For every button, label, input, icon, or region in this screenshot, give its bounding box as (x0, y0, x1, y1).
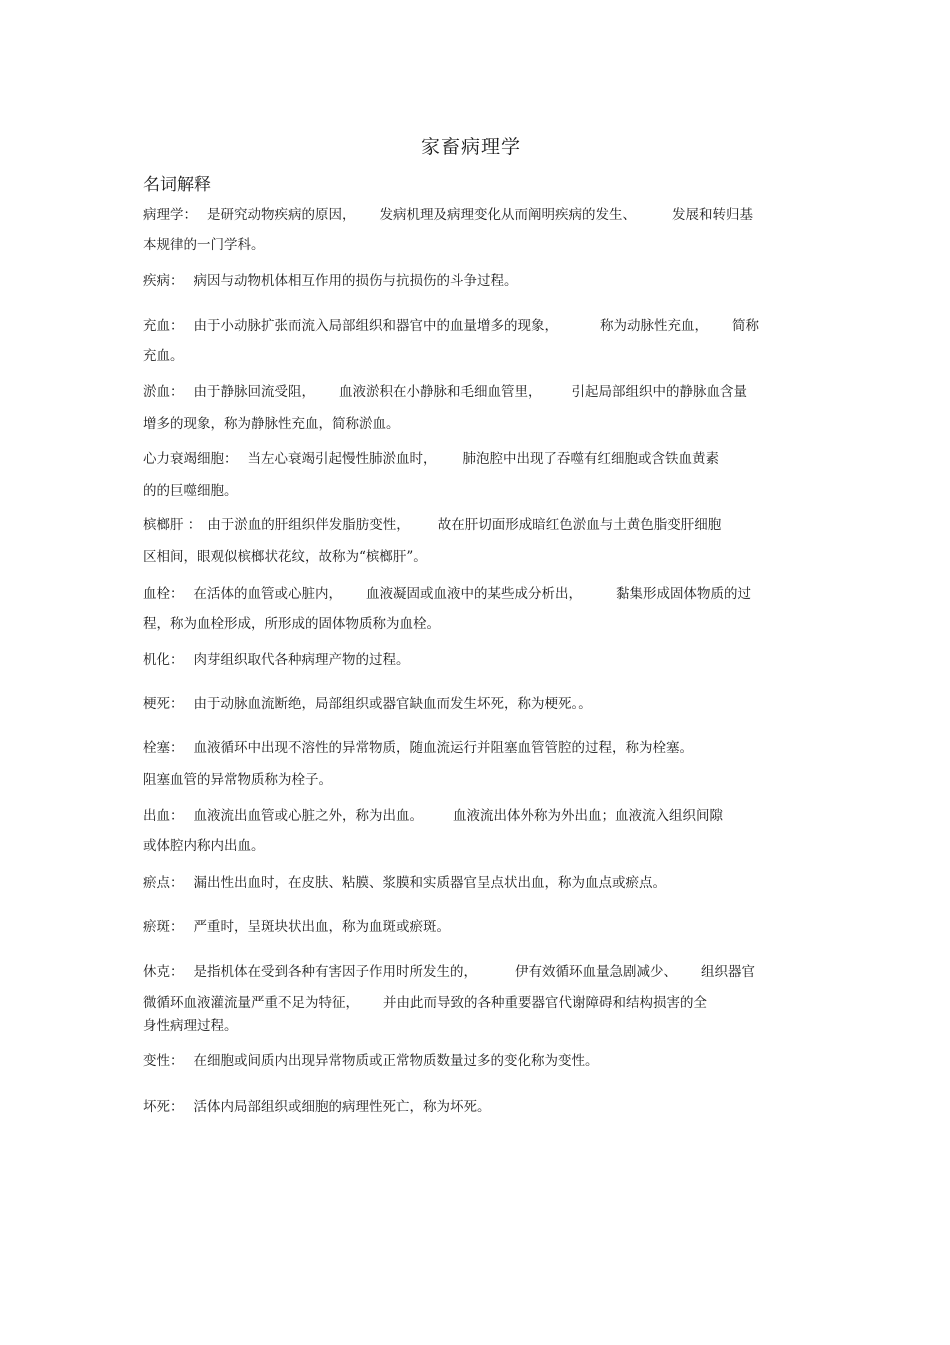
term-label: 休克： (143, 964, 184, 980)
term-hemorrhage-line-2: 或体腔内称内出血。 (143, 838, 265, 854)
document-title: 家畜病理学 (420, 136, 521, 158)
term-necrosis-line-1: 坏死： 活体内局部组织或细胞的病理性死亡，称为坏死。 (143, 1099, 491, 1115)
term-ecchymosis-line-1: 瘀斑： 严重时，呈斑块状出血，称为血斑或瘀斑。 (143, 919, 450, 935)
term-shock-line-3: 身性病理过程。 (143, 1018, 238, 1034)
term-label: 疾病： (143, 273, 184, 289)
section-heading: 名词解释 (143, 175, 211, 195)
term-shock-line-1: 休克： 是指机体在受到各种有害因子作用时所发生的， 伊有效循环血量急剧减少、 组织器官 (143, 964, 755, 980)
term-hyperemia-line-2: 充血。 (143, 348, 184, 364)
term-label: 机化： (143, 652, 184, 668)
term-thrombus-line-1: 血栓： 在活体的血管或心脏内， 血液凝固或血液中的某些成分析出， 黏集形成固体物质的过 (143, 586, 751, 602)
term-pathology-line-1: 病理学： 是研究动物疾病的原因， 发病机理及病理变化从而阐明疾病的发生、 发展和转归基 (143, 207, 753, 223)
term-thrombus-line-2: 程，称为血栓形成，所形成的固体物质称为血栓。 (143, 616, 440, 632)
term-label: 梗死： (143, 696, 184, 712)
term-label: 病理学： (143, 207, 197, 223)
term-degeneration-line-1: 变性： 在细胞或间质内出现异常物质或正常物质数量过多的变化称为变性。 (143, 1053, 599, 1069)
term-label: 瘀斑： (143, 919, 184, 935)
term-embolism-line-1: 栓塞： 血液循环中出现不溶性的异常物质，随血流运行并阻塞血管管腔的过程，称为栓塞。 (143, 740, 693, 756)
term-embolism-line-2: 阻塞血管的异常物质称为栓子。 (143, 772, 332, 788)
term-congestion-line-1: 淤血： 由于静脉回流受阻， 血液淤积在小静脉和毛细血管里， 引起局部组织中的静脉血含量 (143, 384, 747, 400)
term-heart-failure-cell-line-1: 心力衰竭细胞： 当左心衰竭引起慢性肺淤血时， 肺泡腔中出现了吞噬有红细胞或含铁血黄素 (143, 451, 719, 467)
term-label: 瘀点： (143, 875, 184, 891)
term-nutmeg-liver-line-2: 区相间，眼观似槟榔状花纹，故称为“槟榔肝”。 (143, 549, 427, 565)
term-label: 血栓： (143, 586, 184, 602)
term-congestion-line-2: 增多的现象，称为静脉性充血，简称淤血。 (143, 416, 400, 432)
term-label: 坏死： (143, 1099, 184, 1115)
term-label: 栓塞： (143, 740, 184, 756)
term-label: 充血： (143, 318, 184, 334)
term-nutmeg-liver-line-1: 槟榔肝 ： 由于淤血的肝组织伴发脂肪变性， 故在肝切面形成暗红色淤血与土黄色脂变肝细胞 (143, 517, 722, 533)
term-shock-line-2: 微循环血液灌流量严重不足为特征， 并由此而导致的各种重要器官代谢障碍和结构损害的全 (143, 995, 707, 1011)
term-organization-line-1: 机化： 肉芽组织取代各种病理产物的过程。 (143, 652, 410, 668)
term-hemorrhage-line-1: 出血： 血液流出血管或心脏之外，称为出血。 血液流出体外称为外出血；血液流入组织间隙 (143, 808, 723, 824)
term-heart-failure-cell-line-2: 的的巨噬细胞。 (143, 483, 238, 499)
term-infarct-line-1: 梗死： 由于动脉血流断绝，局部组织或器官缺血而发生坏死，称为梗死。。 (143, 696, 592, 712)
term-disease-line-1: 疾病： 病因与动物机体相互作用的损伤与抗损伤的斗争过程。 (143, 273, 518, 289)
term-pathology-line-2: 本规律的一门学科。 (143, 237, 265, 253)
term-label: 变性： (143, 1053, 184, 1069)
term-petechia-line-1: 瘀点： 漏出性出血时，在皮肤、粘膜、浆膜和实质器官呈点状出血，称为血点或瘀点。 (143, 875, 666, 891)
term-label: 槟榔肝 ： (143, 517, 202, 533)
term-label: 淤血： (143, 384, 184, 400)
term-label: 出血： (143, 808, 184, 824)
term-label: 心力衰竭细胞： (143, 451, 238, 467)
term-hyperemia-line-1: 充血： 由于小动脉扩张而流入局部组织和器官中的血量增多的现象， 称为动脉性充血， 简称 (143, 318, 759, 334)
